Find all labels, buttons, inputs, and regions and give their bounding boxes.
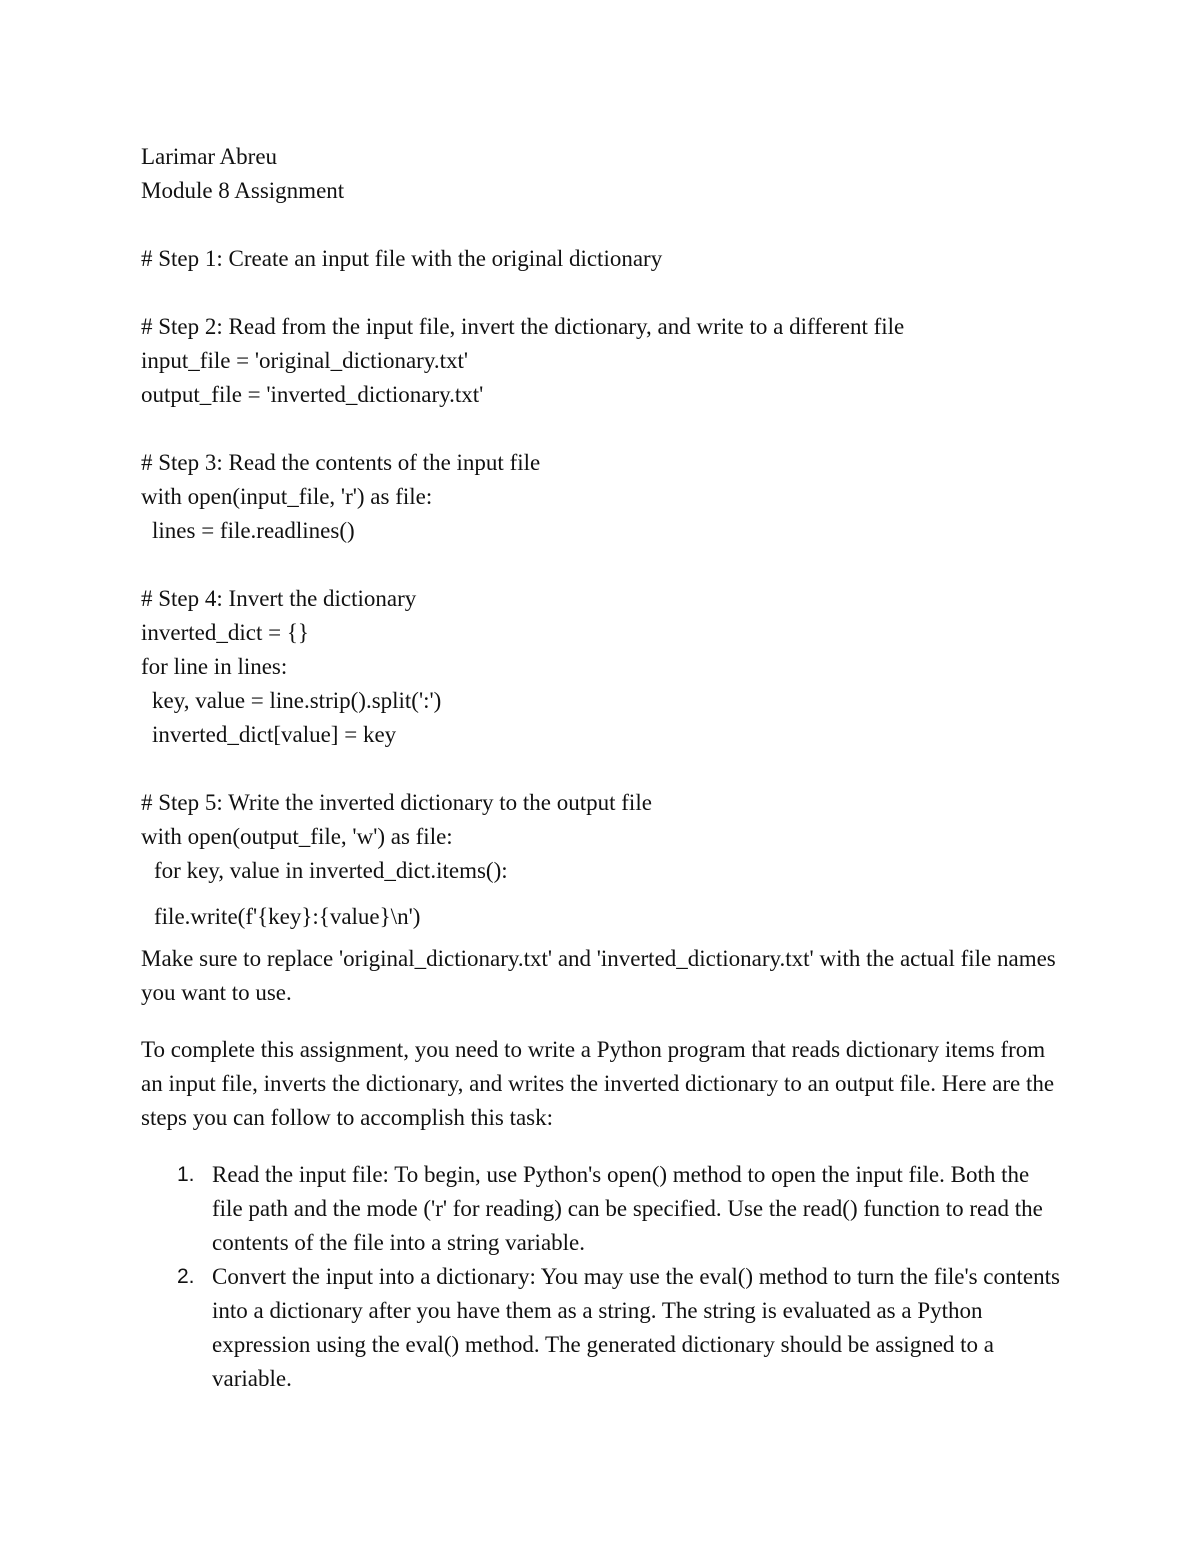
output-file-line: output_file = 'inverted_dictionary.txt'	[141, 382, 484, 407]
document-page	[141, 140, 1061, 1396]
author-name: Larimar Abreu	[141, 144, 278, 169]
step2-comment: # Step 2: Read from the input file, invert the dictionary, and write to a different file	[141, 314, 905, 339]
list-item-number: 1.	[177, 1163, 195, 1186]
input-file-line: input_file = 'original_dictionary.txt'	[141, 348, 469, 373]
assignment-title: Module 8 Assignment	[141, 178, 345, 203]
steps-list	[141, 1158, 1061, 1396]
assign-line: inverted_dict[value] = key	[152, 722, 397, 747]
step5-comment: # Step 5: Write the inverted dictionary to the output file	[141, 790, 652, 815]
write-line: file.write(f'{key}:{value}\n')	[154, 904, 421, 929]
blank-line	[141, 276, 1061, 310]
step3-comment: # Step 3: Read the contents of the input file	[141, 450, 541, 475]
split-line: key, value = line.strip().split(':')	[152, 688, 442, 713]
list-item-number: 2.	[177, 1265, 195, 1288]
list-item	[141, 1158, 1061, 1260]
blank-line	[141, 412, 1061, 446]
list-item-text: Read the input file: To begin, use Python's open() method to open the input file. Both the file path and the mode ('r' for reading) can be specified. Use the read() function to read the contents of the file into a string variable.	[212, 1162, 1043, 1255]
with-open-read-line: with open(input_file, 'r') as file:	[141, 484, 433, 509]
for-line-loop: for line in lines:	[141, 654, 288, 679]
readlines-line: lines = file.readlines()	[152, 518, 355, 543]
with-open-write-line: with open(output_file, 'w') as file:	[141, 824, 453, 849]
replace-note-paragraph: Make sure to replace 'original_dictionary.txt' and 'inverted_dictionary.txt' with the actual file names you want to use.	[141, 946, 1056, 1005]
step1-comment: # Step 1: Create an input file with the original dictionary	[141, 246, 663, 271]
list-item	[141, 1260, 1061, 1396]
step4-comment: # Step 4: Invert the dictionary	[141, 586, 417, 611]
intro-paragraph: To complete this assignment, you need to write a Python program that reads dictionary items from an input file, inverts the dictionary, and writes the inverted dictionary to an output file. Here are the steps you can follow to accomplish this task:	[141, 1037, 1055, 1130]
blank-line	[141, 208, 1061, 242]
blank-line	[141, 548, 1061, 582]
list-item-text: Convert the input into a dictionary: You may use the eval() method to turn the file's contents into a dictionary after you have them as a string. The string is evaluated as a Python expression using the eval() method. The generated dictionary should be assigned to a variable.	[212, 1264, 1060, 1391]
for-items-line: for key, value in inverted_dict.items():	[154, 858, 508, 883]
blank-line	[141, 752, 1061, 786]
inverted-dict-init-line: inverted_dict = {}	[141, 620, 309, 645]
